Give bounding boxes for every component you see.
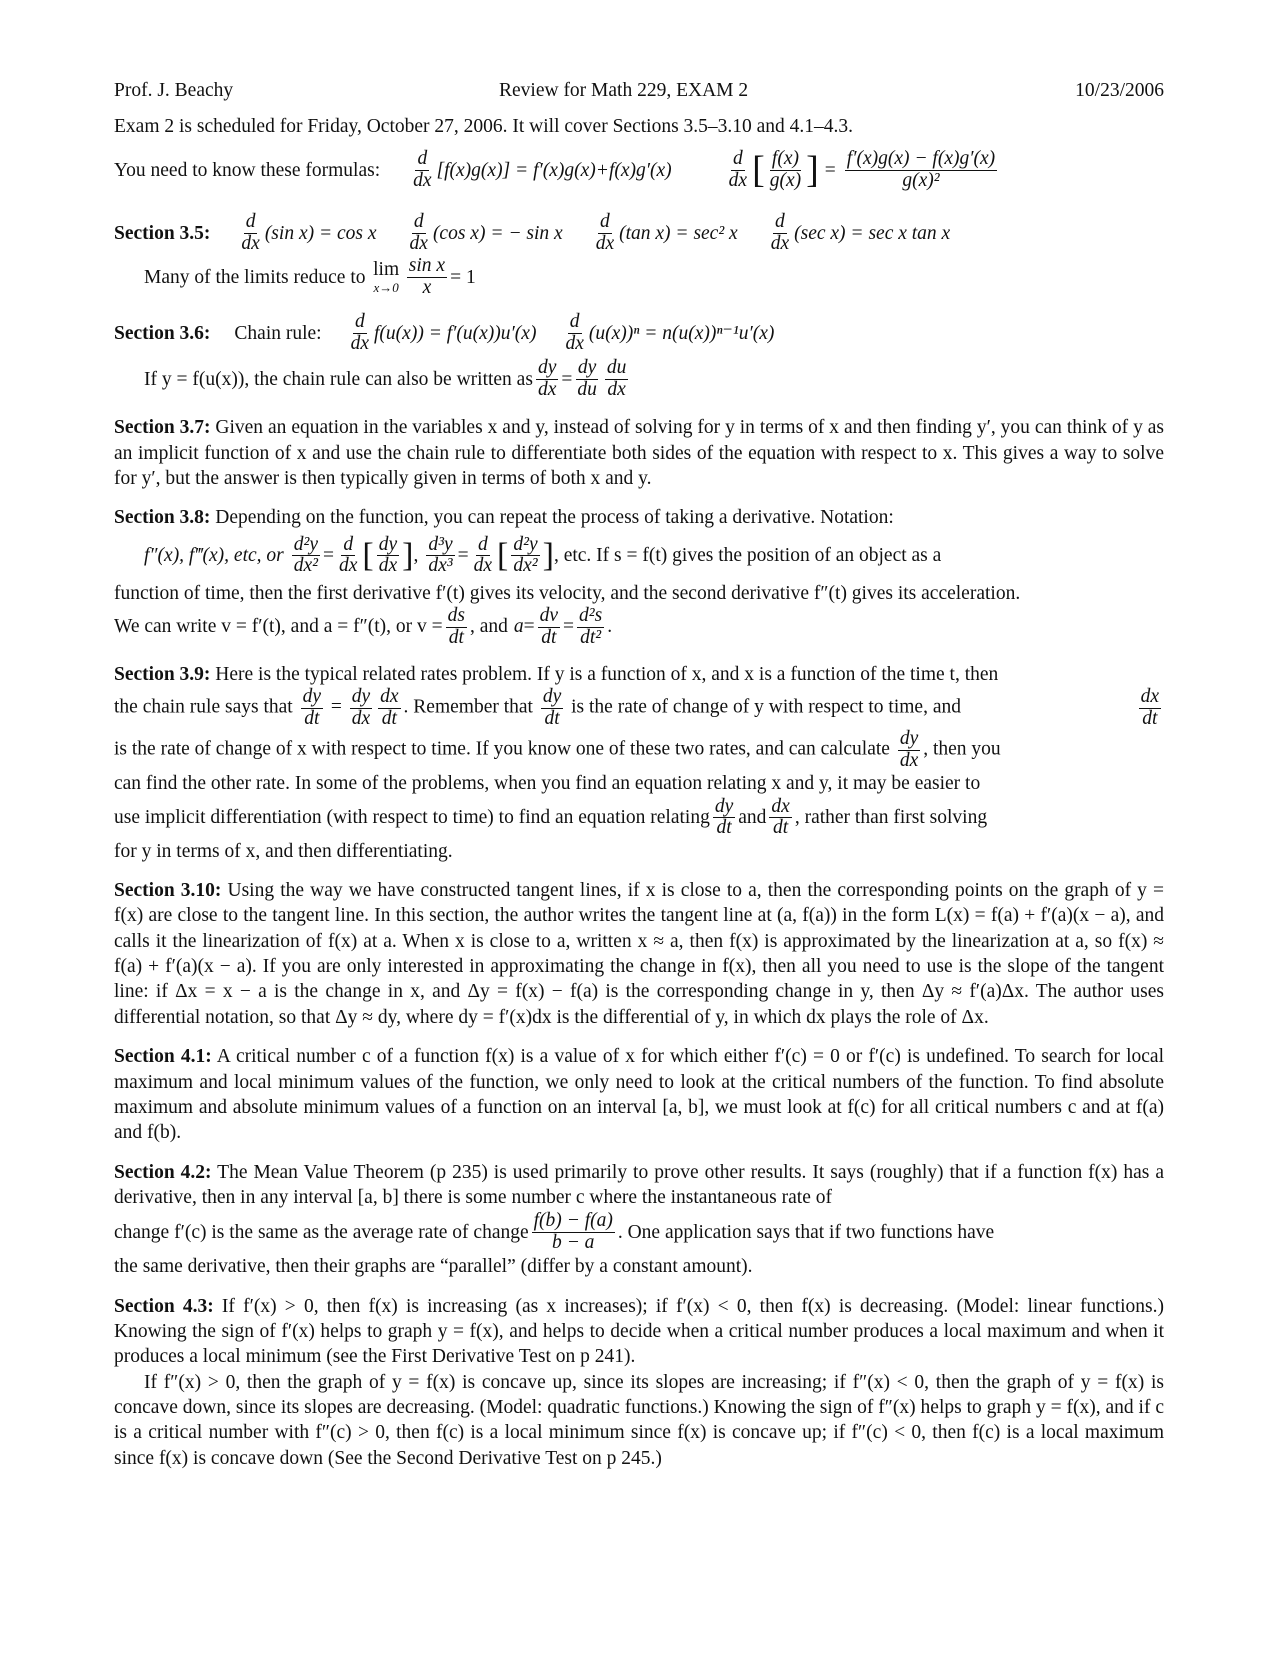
velocity-acceleration-line: We can write v = f′(t), and a = f″(t), or v = $\frac{ds}{dt}$ , and a = $\frac{dv}{dt}$ = $\frac{\text{d²s}}{\text{dt²}}$ . (114, 605, 613, 648)
related-rates-line: the chain rule says that $\frac{dy}{dt}$ = $\frac{dy}{dx}$ $\frac{dx}{dt}$ . Remember that $\frac{dy}{dt}$ is the rate of change of y with respect to time, and $\frac{dx}{dt}$ (114, 686, 1159, 729)
chain-rule-label: Chain rule: (234, 322, 322, 344)
limit-operator: lim x→0 (373, 259, 400, 295)
section-title: Section 4.1: (114, 1046, 212, 1068)
derivative-operator: $\frac{d}{dx}$ (413, 148, 432, 191)
header-author: Prof. J. Beachy (114, 80, 234, 101)
intro-line: Exam 2 is scheduled for Friday, October 27, 2006. It will cover Sections 3.5–3.10 and 4.1–4.3. (114, 116, 854, 137)
header-title: Review for Math 229, EXAM 2 (499, 80, 749, 101)
document-page (114, 78, 1164, 1471)
page-header (114, 78, 1164, 106)
formulas-row: You need to know these formulas: $\frac{d}{dx}$ [f(x)g(x)] = f′(x)g(x)+f(x)g′(x) $\frac{d}{dx}$ [ $\frac{f(x)}{g(x)}$ ] = $\frac{f'(x)g(x) - f(x)g'(x)}{\text{g(x)²}}$ (114, 148, 996, 191)
derivative-sec: (sec x) = sec x tan x (794, 222, 951, 244)
power-chain-formula: (u(x))ⁿ = n(u(x))ⁿ⁻¹u′(x) (588, 322, 775, 344)
header-date: 10/23/2006 (1075, 80, 1164, 101)
section-4-1: Section 4.1: A critical number c of a function f(x) is a value of x for which either f′(c) = 0 or f′(c) is undefined. To search for local maximum and local minimum values of the function, we only need to look at the critical numbers of the function. To find absolute maximum and absolute minimum values of a function on an interval [a, b], we must look at f(c) for all critical numbers c and at f(a) and f(b). (114, 1046, 1164, 1144)
higher-derivative-notation: f″(x), f‴(x), etc, or $\frac{\text{d²y}}{\text{dx²}}$ = $\frac{d}{dx}$ [ $\frac{dy}{dx}$ ] , $\frac{\text{d³y}}{\text{dx³}}$ = $\frac{d}{dx}$ [ $\frac{\text{d²y}}{\text{dx²}}$ ] , etc. If s = f(t) gives the position of an object as a (144, 533, 942, 577)
section-title: Section 3.5: (114, 222, 211, 244)
section-3-8: Section 3.8: Depending on the function, you can repeat the process of taking a derivative. Notation: f″(x), f‴(x), etc, or $\frac{\text{d²y}}{\text{dx²}}$ = $\frac{d}{dx}$ [ $\frac{dy}{dx}$ ] , $\frac{\text{d³y}}{\text{dx³}}$ = $\frac{d}{dx}$ [ $\frac{\text{d²y}}{\text{dx²}}$ ] , etc. If s = f(t) gives the position of an object as a function of time, then the first derivative f′(t) gives its velocity, and the second derivative f″(t) gives its acceleration. We can write v = f′(t), and a = f″(t), or v = $\frac{ds}{dt}$ , and a = $\frac{dv}{dt}$ = $\frac{\text{d²s}}{\text{dt²}}$ . (114, 505, 1164, 648)
average-rate-fraction: $\frac{f(b) - f(a)}{b - a}$ (533, 1210, 613, 1253)
section-3-5: Section 3.5: $\frac{d}{dx}$ (sin x) = cos x $\frac{d}{dx}$ (cos x) = − sin x $\frac{d}{dx}$ (tan x) = sec² x $\frac{d}{dx}$ (sec x) = sec x tan x (114, 211, 951, 254)
section-3-10: Section 3.10: Using the way we have constructed tangent lines, if x is close to a, then the corresponding points on the graph of y = f(x) are close to the tangent line. In this section, the author writes the tangent line at (a, f(a)) in the form L(x) = f(a) + f′(a)(x − a), and calls it the linearization of f(x) at a. When x is close to a, written x ≈ a, then f(x) is approximated by the linearization at a, so f(x) ≈ f(a) + f′(a)(x − a). If you are only interested in approximating the change in f(x), then all you need to use is the slope of the tangent line: if Δx = x − a is the change in x, and Δy = f(x) − f(a) is the corresponding change in y, then Δy ≈ f′(a)Δx. The author uses differential notation, so that Δy ≈ dy, where dy = f′(x)dx is the differential of y, in which dx plays the role of Δx. (114, 880, 1165, 1028)
section-3-9: Section 3.9: Here is the typical related rates problem. If y is a function of x, and x is a function of the time t, then the chain rule says that $\frac{dy}{dt}$ = $\frac{dy}{dx}$ $\frac{dx}{dt}$ . Remember that $\frac{dy}{dt}$ is the rate of change of y with respect to time, and $\frac{dx}{dt}$ is the rate of change of x with respect to time. If you know one of these two rates, and can calculate $\frac{dy}{dx}$ , then you can find the other rate. In some of the problems, when you find an equation relating x and y, it may be easier to use implicit differentiation (with respect to time) to find an equation relating $\frac{dy}{dt}$ and $\frac{dx}{dt}$ , rather than first solving for y in terms of x, and then differentiating. (114, 662, 1164, 864)
quotient-rule-result: $\frac{f'(x)g(x) - f(x)g'(x)}{\text{g(x)²}}$ (846, 148, 996, 191)
section-4-3: Section 4.3: If f′(x) > 0, then f(x) is increasing (as x increases); if f′(x) < 0, then f(x) is decreasing. (Model: linear functions.) Knowing the sign of f′(x) helps to graph y = f(x), and helps to decide when a critical number produces a local maximum and when it produces a local minimum (see the First Derivative Test on p 241). If f″(x) > 0, then the graph of y = f(x) is concave up, since its slopes are increasing; if f″(x) < 0, then the graph of y = f(x) is concave down, since its slopes are decreasing. (Model: quadratic functions.) Knowing the sign of f″(x) helps to graph y = f(x), and if c is a critical number with f″(c) > 0, then f(c) is a local minimum since f(x) is concave up; if f″(c) < 0, then f(c) is a local maximum since f(x) is concave down (See the Second Derivative Test on p 245.) (114, 1295, 1164, 1469)
chain-rule-formula: f(u(x)) = f′(u(x))u′(x) (374, 322, 537, 344)
section-title: Section 3.6: (114, 322, 211, 344)
derivative-cos: (cos x) = − sin x (432, 222, 563, 244)
formulas-label: You need to know these formulas: (114, 159, 381, 181)
section-title: Section 3.10: (114, 880, 222, 902)
quotient-fraction: $\frac{f(x)}{g(x)}$ (769, 148, 802, 191)
section-3-6: Section 3.6: Chain rule: $\frac{d}{dx}$ f(u(x)) = f′(u(x))u′(x) $\frac{d}{dx}$ (u(x))ⁿ = n(u(x))ⁿ⁻¹u′(x) (114, 311, 775, 354)
product-rule: [f(x)g(x)] = f′(x)g(x)+f(x)g′(x) (436, 159, 672, 181)
derivative-operator: $\frac{d}{dx}$ (728, 148, 748, 191)
section-4-2: Section 4.2: The Mean Value Theorem (p 235) is used primarily to prove other results. It says (roughly) that if a function f(x) has a derivative, then in any interval [a, b] there is some number c where the instantaneous rate of change f′(c) is the same as the average rate of change $\frac{f(b) - f(a)}{b - a}$ . One application says that if two functions have the same derivative, then their graphs are “parallel” (differ by a constant amount). (114, 1161, 1165, 1278)
leibniz-chain-line: If y = f(u(x)), the chain rule can also be written as $\frac{dy}{dx}$ = $\frac{dy}{du}$ $\frac{du}{dx}$ (144, 357, 627, 400)
section-title: Section 3.7: (114, 417, 211, 439)
derivative-sin: (sin x) = cos x (264, 222, 377, 244)
limit-fraction: $\frac{\text{sin x}}{x}$ (408, 255, 446, 298)
section-3-7: Section 3.7: Given an equation in the variables x and y, instead of solving for y in terms of x and then finding y′, you can think of y as an implicit function of x and use the chain rule to differentiate both sides of the equation with respect to x. This gives a way to solve for y′, but the answer is then typically given in terms of both x and y. (114, 417, 1165, 490)
derivative-tan: (tan x) = sec² x (619, 222, 738, 244)
limit-line: Many of the limits reduce to lim x→0 $\frac{\text{sin x}}{x}$ = 1 (144, 255, 476, 298)
